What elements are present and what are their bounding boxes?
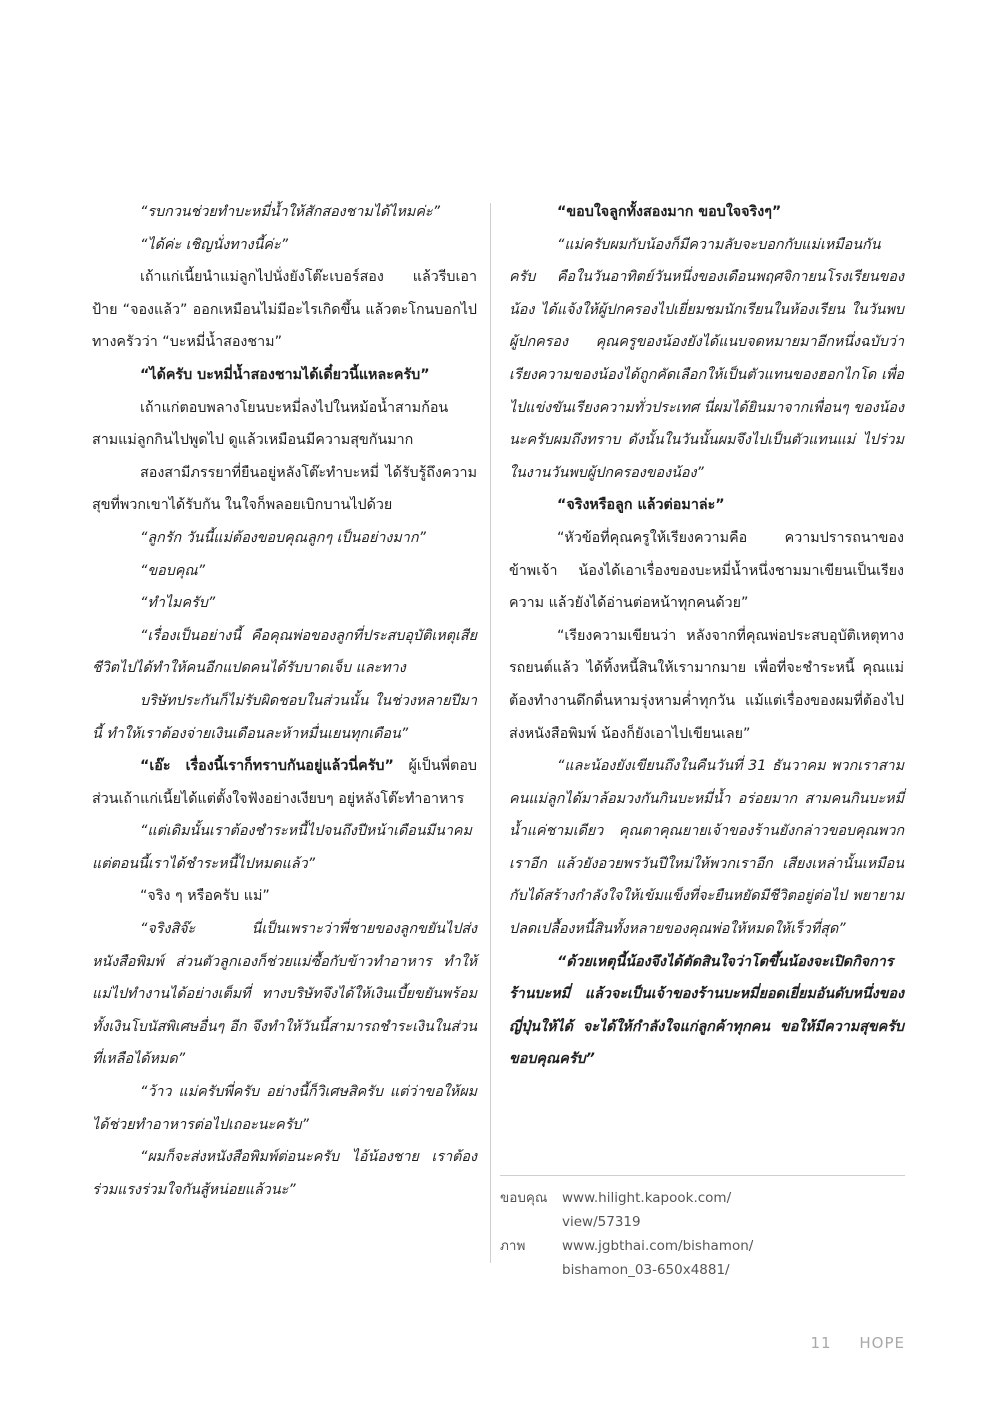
image-label: ภาพ xyxy=(500,1238,526,1254)
paragraph: “เรื่องเป็นอย่างนี้ คือคุณพ่อของลูกที่ประสบอุบัติเหตุเสียชีวิตไปได้ทำให้คนอีกแปดคนได้รับบาดเจ็บ และทาง xyxy=(92,627,477,677)
credits xyxy=(500,1175,905,1282)
paragraph: “จริง ๆ หรือครับ แม่” xyxy=(140,888,270,905)
paragraph: “ผมก็จะส่งหนังสือพิมพ์ต่อนะครับ ไอ้น้องชาย เราต้องร่วมแรงร่วมใจกันสู้หน่อยแล้วนะ” xyxy=(92,1149,477,1198)
dialogue-bold: “เอ๊ะ เรื่องนี้เราก็ทราบกันอยู่แล้วนี่ครับ” xyxy=(140,758,394,775)
page-number: 11 xyxy=(810,1334,832,1352)
paragraph: “ขอบใจลูกทั้งสองมาก ขอบใจจริงๆ” xyxy=(557,204,782,220)
paragraph: สองสามีภรรยาที่ยืนอยู่หลังโต๊ะทำบะหมี่ ได้รับรู้ถึงความสุขที่พวกเขาได้รับกัน ในใจก็พลอยเบิกบานไปด้วย xyxy=(92,464,477,514)
paragraph: “รบกวนช่วยทำบะหมี่น้ำให้สักสองชามได้ไหมค่ะ” xyxy=(140,204,440,220)
thanks-url-line: view/57319 xyxy=(562,1214,641,1230)
narration: ผู้เป็นพี่ตอบ ส่วนเถ้าแก่เนี้ยได้แต่ตั้งใจฟังอย่างเงียบๆ อยู่หลังโต๊ะทำอาหาร xyxy=(92,758,477,807)
paragraph: “ด้วยเหตุนี้น้องจึงได้ตัดสินใจว่าโตขึ้นน้องจะเปิดกิจการร้านบะหมี่ แล้วจะเป็นเจ้าของร้านบะหมี่ยอดเยี่ยมอันดับหนึ่งของญี่ปุ่นให้ได้ จะได้ให้กำลังใจแก่ลูกค้าทุกคน ขอให้มีความสุขครับ ขอบคุณครับ” xyxy=(509,953,904,1068)
paragraph: “ลูกรัก วันนี้แม่ต้องขอบคุณลูกๆ เป็นอย่างมาก” xyxy=(140,529,426,546)
paragraph: “แต่เดิมนั้นเราต้องชำระหนี้ไปจนถึงปีหน้าเดือนมีนาคม แต่ตอนนี้เราได้ชำระหนี้ไปหมดแล้ว” xyxy=(92,823,472,872)
paragraph: “ว้าว แม่ครับพี่ครับ อย่างนี้ก็วิเศษสิครับ แต่ว่าขอให้ผมได้ช่วยทำอาหารต่อไปเถอะนะครับ” xyxy=(92,1084,477,1133)
image-url-line: bishamon_03-650x4881/ xyxy=(562,1262,730,1278)
thanks-credit xyxy=(500,1186,905,1234)
thanks-url-line: www.hilight.kapook.com/ xyxy=(562,1190,732,1206)
right-column xyxy=(509,196,904,1076)
thanks-url xyxy=(562,1186,731,1234)
paragraph: “ทำไมครับ” xyxy=(140,595,216,612)
paragraph: “แม่ครับผมกับน้องก็มีความลับจะบอกกับแม่เหมือนกันครับ คือในวันอาทิตย์วันหนึ่งของเดือนพฤศจิกายนโรงเรียนของน้อง ได้แจ้งให้ผู้ปกครองไปเยี่ยมชมนักเรียนในห้องเรียน ในวันพบผู้ปกครอง คุณครูของน้องยังได้แนบจดหมายมาอีกหนึ่งฉบับว่า เรียงความของน้องได้ถูกคัดเลือกให้เป็นตัวแทนของฮอกไกโด เพื่อไปแข่งขันเรียงความทั่วประเทศ นี่ผมได้ยินมาจากเพื่อนๆ ของน้องนะครับผมถึงทราบ ดังนั้นในวันนั้นผมจึงไปเป็นตัวแทนแม่ ไปร่วมในงานวันพบผู้ปกครองของน้อง” xyxy=(509,236,904,481)
left-column xyxy=(92,196,477,1206)
paragraph: บริษัทประกันก็ไม่รับผิดชอบในส่วนนั้น ในช่วงหลายปีมานี้ ทำให้เราต้องจ่ายเงินเดือนละห้าหมื่นเยนทุกเดือน” xyxy=(92,692,477,742)
paragraph: “จริงหรือลูก แล้วต่อมาล่ะ” xyxy=(557,497,725,514)
paragraph: เถ้าแก่เนี้ยนำแม่ลูกไปนั่งยังโต๊ะเบอร์สอง แล้วรีบเอาป้าย “จองแล้ว” ออกเหมือนไม่มีอะไรเกิดขึ้น แล้วตะโกนบอกไปทางครัวว่า “บะหมี่น้ำสองชาม” xyxy=(92,269,477,351)
thanks-label: ขอบคุณ xyxy=(500,1190,548,1206)
paragraph: “หัวข้อที่คุณครูให้เรียงความคือ ความปรารถนาของข้าพเจ้า น้องได้เอาเรื่องของบะหมี่น้ำหนึ่งชามมาเขียนเป็นเรียงความ แล้วยังได้อ่านต่อหน้าทุกคนด้วย” xyxy=(509,529,904,612)
image-url-line: www.jgbthai.com/bishamon/ xyxy=(562,1238,754,1254)
paragraph: “จริงสิจ๊ะ นี่เป็นเพราะว่าพี่ชายของลูกขยันไปส่งหนังสือพิมพ์ ส่วนตัวลูกเองก็ช่วยแม่ซื้อกับข้าวทำอาหาร ทำให้แม่ไปทำงานได้อย่างเต็มที่ ทางบริษัทจึงได้ให้เงินเบี้ยขยันพร้อมทั้งเงินโบนัสพิเศษอื่นๆ อีก จึงทำให้วันนี้สามารถชำระเงินในส่วนที่เหลือได้หมด” xyxy=(92,921,477,1068)
paragraph: “ได้ค่ะ เชิญนั่งทางนี้ค่ะ” xyxy=(140,236,289,253)
paragraph: เถ้าแก่ตอบพลางโยนบะหมี่ลงไปในหม้อน้ำสามก้อน สามแม่ลูกกินไปพูดไป ดูแล้วเหมือนมีความสุขกันมาก xyxy=(92,399,449,449)
paragraph: “ขอบคุณ” xyxy=(140,562,206,579)
magazine-name: HOPE xyxy=(859,1334,905,1352)
paragraph: “ได้ครับ บะหมี่น้ำสองชามได้เดี๋ยวนี้แหละครับ” xyxy=(140,366,430,383)
paragraph: “เรียงความเขียนว่า หลังจากที่คุณพ่อประสบอุบัติเหตุทางรถยนต์แล้ว ได้ทิ้งหนี้สินให้เรามากมาย เพื่อที่จะชำระหนี้ คุณแม่ต้องทำงานดึกดื่นหามรุ่งหามค่ำทุกวัน แม้แต่เรื่องของผมที่ต้องไปส่งหนังสือพิมพ์ น้องก็ยังเอาไปเขียนเลย” xyxy=(509,627,904,742)
column-divider xyxy=(490,203,491,1263)
image-url xyxy=(562,1234,753,1282)
paragraph: “และน้องยังเขียนถึงในคืนวันที่ 31 ธันวาคม พวกเราสามคนแม่ลูกได้มาล้อมวงกันกินบะหมี่น้ำ อร่อยมาก สามคนกินบะหมี่น้ำแค่ชามเดียว คุณตาคุณยายเจ้าของร้านยังกล่าวขอบคุณพวกเราอีก แล้วยังอวยพรวันปีใหม่ให้พวกเราอีก เสียงเหล่านั้นเหมือนกับได้สร้างกำลังใจให้เข้มแข็งที่จะยืนหยัดมีชีวิตอยู่ต่อไป พยายามปลดเปลื้องหนี้สินทั้งหลายของคุณพ่อให้หมดให้เร็วที่สุด” xyxy=(509,758,904,938)
page-footer xyxy=(811,1334,905,1352)
paragraph xyxy=(92,750,477,815)
image-credit xyxy=(500,1234,905,1282)
